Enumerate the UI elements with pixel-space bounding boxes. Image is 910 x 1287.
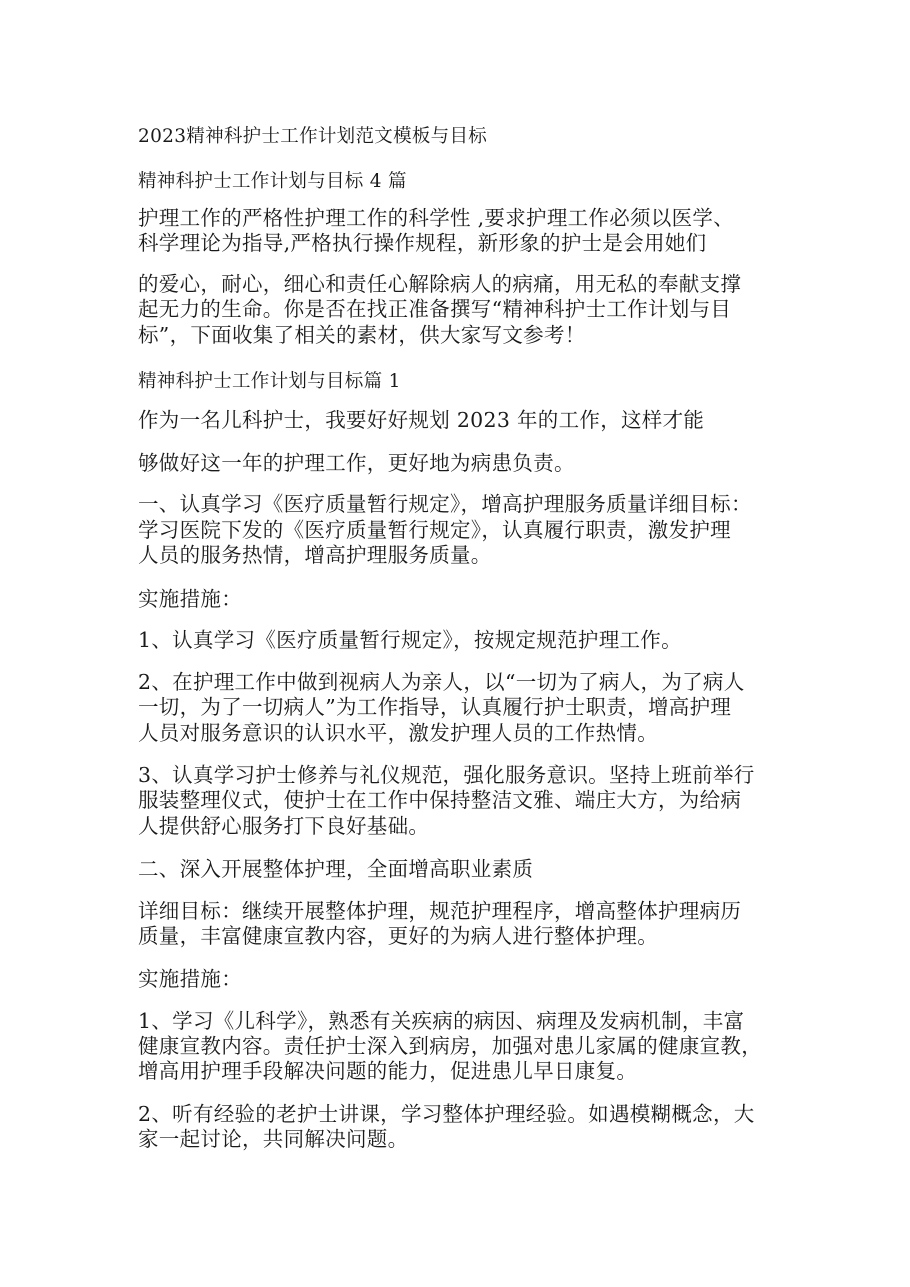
goal-2-line-2: 质量，丰富健康宣教内容，更好的为病人进行整体护理。 — [138, 924, 658, 948]
measure-3-line-3: 人提供舒心服务打下良好基础。 — [138, 814, 430, 838]
step-2-line-2: 家一起讨论，共同解决问题。 — [138, 1127, 409, 1151]
step-1-line-1: 1、学习《儿科学》，熟悉有关疾病的病因、病理及发病机制，丰富 — [138, 1009, 745, 1033]
intro-line-3: 的爱心，耐心，细心和责任心解除病人的病痛，用无私的奉献支撑 — [138, 272, 742, 296]
paragraph-line-2: 够做好这一年的护理工作，更好地为病患负责。 — [138, 451, 575, 475]
intro-line-5: 标”，下面收集了相关的素材，供大家写文参考！ — [138, 323, 586, 347]
measure-3-line-2: 服装整理仪式，使护士在工作中保持整洁文雅、端庄大方，为给病 — [138, 788, 742, 812]
document-title: 2023精神科护士工作计划范文模板与目标 — [138, 126, 488, 147]
measure-1: 1、认真学习《医疗质量暂行规定》，按规定规范护理工作。 — [138, 628, 682, 652]
goal-2-line-1: 详细目标：继续开展整体护理，规范护理程序，增高整体护理病历 — [138, 899, 742, 923]
measure-2-line-2: 一切，为了一切病人”为工作指导，认真履行护士职责，增高护理 — [138, 695, 732, 719]
measure-3-line-1: 3、认真学习护士修养与礼仪规范，强化服务意识。坚持上班前举行 — [138, 763, 755, 787]
measure-2-line-3: 人员对服务意识的认识水平，激发护理人员的工作热情。 — [138, 721, 658, 745]
goal-1-line-1: 一、认真学习《医疗质量暂行规定》，增高护理服务质量详细目标： — [138, 492, 752, 516]
measure-2-line-1: 2、在护理工作中做到视病人为亲人，以“一切为了病人，为了病人 — [138, 670, 745, 694]
section-heading: 精神科护士工作计划与目标篇 1 — [138, 371, 401, 392]
intro-line-2: 科学理论为指导,严格执行操作规程，新形象的护士是会用她们 — [138, 231, 707, 255]
document-subtitle: 精神科护士工作计划与目标 4 篇 — [138, 171, 407, 192]
measures-heading-2: 实施措施： — [138, 967, 242, 991]
step-1-line-2: 健康宣教内容。责任护士深入到病房，加强对患儿家属的健康宣教， — [138, 1034, 762, 1058]
intro-line-4: 起无力的生命。你是否在找正准备撰写“精神科护士工作计划与目 — [138, 297, 732, 321]
intro-line-1: 护理工作的严格性护理工作的科学性 ,要求护理工作必须以医学、 — [138, 206, 735, 230]
goal-1-line-2: 学习医院下发的《医疗质量暂行规定》，认真履行职责，激发护理 — [138, 518, 731, 542]
measures-heading-1: 实施措施： — [138, 587, 242, 611]
goal-2-heading: 二、深入开展整体护理，全面增高职业素质 — [138, 857, 534, 881]
step-2-line-1: 2、听有经验的老护士讲课，学习整体护理经验。如遇模糊概念，大 — [138, 1102, 755, 1126]
paragraph-line-1: 作为一名儿科护士，我要好好规划 2023 年的工作，这样才能 — [138, 408, 705, 432]
goal-1-line-3: 人员的服务热情，增高护理服务质量。 — [138, 543, 492, 567]
step-1-line-3: 增高用护理手段解决问题的能力，促进患儿早日康复。 — [138, 1059, 638, 1083]
